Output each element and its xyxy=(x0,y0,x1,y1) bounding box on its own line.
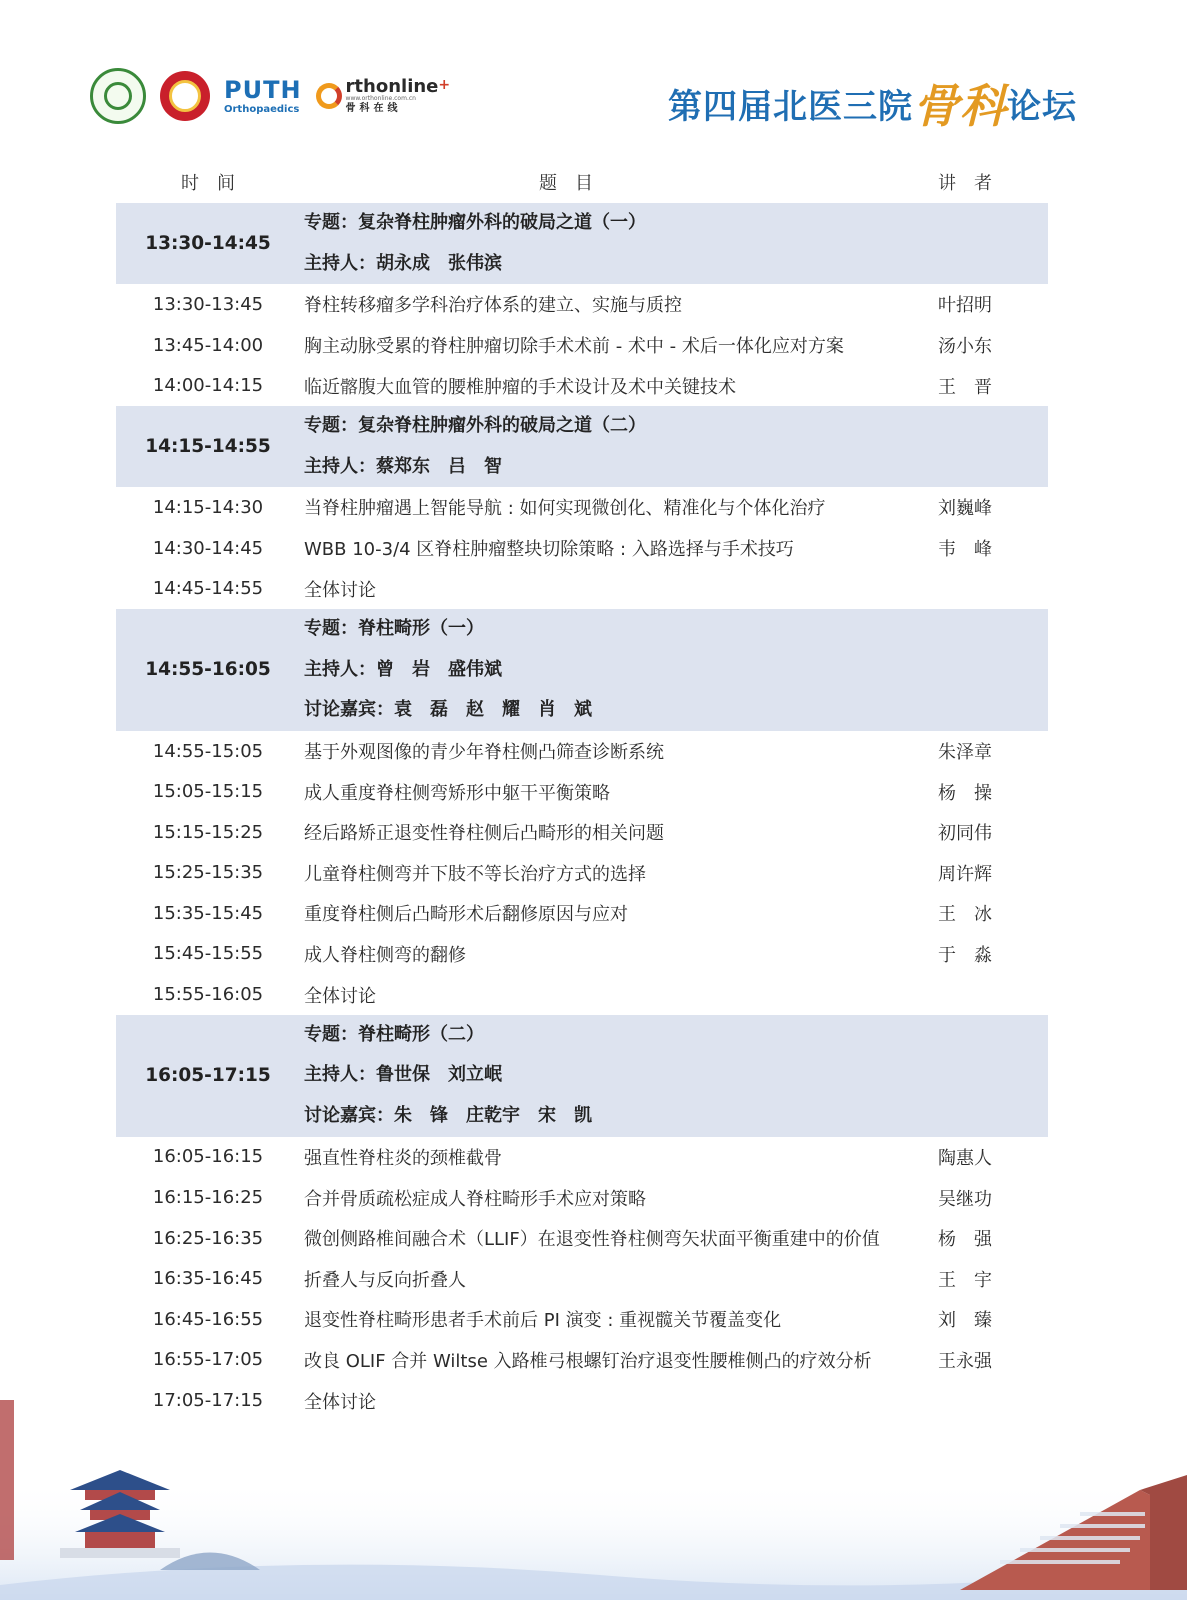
talk-time: 15:15-15:25 xyxy=(152,821,264,843)
talk-topic: 当脊柱肿瘤遇上智能导航 : 如何实现微创化、精准化与个体化治疗 xyxy=(304,498,826,520)
session-line: 主持人：蔡郑东 吕 智 xyxy=(304,455,502,477)
talk-speaker: 吴继功 xyxy=(938,1188,992,1210)
table-row xyxy=(116,771,1048,812)
table-row xyxy=(116,487,1048,528)
table-row xyxy=(116,1137,1048,1178)
talk-time: 13:30-13:45 xyxy=(152,293,264,315)
talk-speaker: 朱泽章 xyxy=(938,742,992,764)
puth-logo: PUTH Orthopaedics xyxy=(224,75,302,115)
talk-topic: 脊柱转移瘤多学科治疗体系的建立、实施与质控 xyxy=(304,295,682,317)
talk-speaker: 刘巍峰 xyxy=(938,498,992,520)
session-line: 专题：复杂脊柱肿瘤外科的破局之道（一） xyxy=(304,212,646,233)
talk-speaker: 叶招明 xyxy=(938,295,992,317)
talk-topic: 基于外观图像的青少年脊柱侧凸筛查诊断系统 xyxy=(304,742,664,764)
table-row xyxy=(116,568,1048,609)
session-time: 16:05-17:15 xyxy=(145,1065,271,1087)
talk-speaker: 于 淼 xyxy=(938,944,992,966)
table-row xyxy=(116,1177,1048,1218)
talk-topic: 改良 OLIF 合并 Wiltse 入路椎弓根螺钉治疗退变性腰椎侧凸的疗效分析 xyxy=(304,1350,872,1372)
talk-topic: 全体讨论 xyxy=(304,985,376,1007)
talk-speaker: 王 宇 xyxy=(938,1269,992,1291)
orthonline-logo: rthonline+ www.orthonline.com.cn 骨科在线 xyxy=(316,78,451,114)
talk-topic: 经后路矫正退变性脊柱侧后凸畸形的相关问题 xyxy=(304,823,664,845)
forum-title: 第四届北医三院骨科论坛 xyxy=(668,79,1077,133)
talk-speaker: 王永强 xyxy=(938,1350,992,1372)
session-time: 14:15-14:55 xyxy=(145,436,271,458)
session-time: 13:30-14:45 xyxy=(145,233,271,255)
table-row xyxy=(116,1258,1048,1299)
table-body xyxy=(116,203,1048,1421)
table-row xyxy=(116,731,1048,772)
talk-time: 14:00-14:15 xyxy=(152,375,264,397)
talk-speaker: 周许辉 xyxy=(938,863,992,885)
talk-time: 13:45-14:00 xyxy=(152,334,264,356)
footer-illustration xyxy=(0,1360,1187,1600)
talk-topic: 重度脊柱侧后凸畸形术后翻修原因与应对 xyxy=(304,904,628,926)
table-row xyxy=(116,528,1048,569)
talk-topic: 全体讨论 xyxy=(304,1391,376,1413)
table-row xyxy=(116,974,1048,1015)
session-info xyxy=(300,1015,928,1137)
talk-time: 15:45-15:55 xyxy=(152,943,264,965)
session-line: 专题：复杂脊柱肿瘤外科的破局之道（二） xyxy=(304,414,646,436)
talk-time: 16:25-16:35 xyxy=(152,1227,264,1249)
table-row xyxy=(116,365,1048,406)
talk-speaker: 汤小东 xyxy=(938,336,992,358)
talk-time: 14:30-14:45 xyxy=(152,537,264,559)
session-header-row xyxy=(116,203,1048,284)
session-line: 主持人：鲁世保 刘立岷 xyxy=(304,1064,502,1086)
talk-topic: 折叠人与反向折叠人 xyxy=(304,1269,466,1291)
talk-topic: WBB 10-3/4 区脊柱肿瘤整块切除策略 : 入路选择与手术技巧 xyxy=(304,539,794,561)
talk-speaker: 刘 臻 xyxy=(938,1310,992,1332)
table-row xyxy=(116,1218,1048,1259)
page-header xyxy=(0,0,1187,150)
table-row xyxy=(116,893,1048,934)
session-info xyxy=(300,203,928,284)
talk-time: 15:55-16:05 xyxy=(152,984,264,1006)
talk-topic: 强直性脊柱炎的颈椎截骨 xyxy=(304,1147,502,1169)
talk-time: 14:45-14:55 xyxy=(152,578,264,600)
talk-time: 17:05-17:15 xyxy=(152,1390,264,1412)
session-info xyxy=(300,406,928,487)
column-header-time: 时 间 xyxy=(181,173,235,194)
session-line: 主持人：曾 岩 盛伟斌 xyxy=(304,658,502,680)
talk-time: 14:55-15:05 xyxy=(152,740,264,762)
session-line: 专题：脊柱畸形（一） xyxy=(304,617,484,639)
table-row xyxy=(116,812,1048,853)
talk-topic: 胸主动脉受累的脊柱肿瘤切除手术术前 - 术中 - 术后一体化应对方案 xyxy=(304,336,844,358)
talk-speaker: 王 冰 xyxy=(938,904,992,926)
talk-time: 16:45-16:55 xyxy=(152,1308,264,1330)
association-logo xyxy=(90,68,146,124)
table-row xyxy=(116,325,1048,366)
session-line: 讨论嘉宾：朱 锋 庄乾宇 宋 凯 xyxy=(304,1105,592,1127)
session-line: 专题：脊柱畸形（二） xyxy=(304,1023,484,1045)
talk-time: 14:15-14:30 xyxy=(152,496,264,518)
session-header-row xyxy=(116,609,1048,731)
session-info xyxy=(300,609,928,731)
logo-group xyxy=(90,68,450,124)
session-line: 讨论嘉宾：袁 磊 赵 耀 肖 斌 xyxy=(304,699,592,721)
talk-speaker: 杨 强 xyxy=(938,1229,992,1251)
talk-topic: 全体讨论 xyxy=(304,579,376,601)
talk-topic: 退变性脊柱畸形患者手术前后 PI 演变 : 重视髋关节覆盖变化 xyxy=(304,1310,782,1332)
talk-speaker: 杨 操 xyxy=(938,782,992,804)
talk-time: 15:35-15:45 xyxy=(152,902,264,924)
talk-topic: 临近髂腹大血管的腰椎肿瘤的手术设计及术中关键技术 xyxy=(304,376,736,398)
orthonline-ring-icon xyxy=(316,83,342,109)
talk-topic: 微创侧路椎间融合术（LLIF）在退变性脊柱侧弯矢状面平衡重建中的价值 xyxy=(304,1229,880,1251)
talk-time: 16:35-16:45 xyxy=(152,1268,264,1290)
talk-speaker: 王 晋 xyxy=(938,376,992,398)
table-row xyxy=(116,934,1048,975)
talk-speaker: 陶惠人 xyxy=(938,1147,992,1169)
talk-topic: 合并骨质疏松症成人脊柱畸形手术应对策略 xyxy=(304,1188,646,1210)
talk-speaker: 初同伟 xyxy=(938,823,992,845)
table-row xyxy=(116,284,1048,325)
table-row xyxy=(116,1299,1048,1340)
talk-time: 15:25-15:35 xyxy=(152,862,264,884)
session-header-row xyxy=(116,1015,1048,1137)
column-header-topic: 题 目 xyxy=(539,173,593,194)
talk-time: 16:55-17:05 xyxy=(152,1349,264,1371)
column-header-speaker: 讲 者 xyxy=(938,173,992,194)
session-line: 主持人：胡永成 张伟滨 xyxy=(304,252,502,274)
talk-speaker: 韦 峰 xyxy=(938,539,992,561)
talk-time: 16:15-16:25 xyxy=(152,1187,264,1209)
hospital-logo xyxy=(160,71,210,121)
schedule-table xyxy=(116,161,1048,1421)
talk-topic: 成人重度脊柱侧弯矫形中躯干平衡策略 xyxy=(304,782,610,804)
session-time: 14:55-16:05 xyxy=(145,659,271,681)
session-header-row xyxy=(116,406,1048,487)
talk-time: 15:05-15:15 xyxy=(152,781,264,803)
talk-topic: 成人脊柱侧弯的翻修 xyxy=(304,944,466,966)
talk-time: 16:05-16:15 xyxy=(152,1146,264,1168)
table-row xyxy=(116,853,1048,894)
talk-topic: 儿童脊柱侧弯并下肢不等长治疗方式的选择 xyxy=(304,863,646,885)
table-header xyxy=(116,161,1048,203)
